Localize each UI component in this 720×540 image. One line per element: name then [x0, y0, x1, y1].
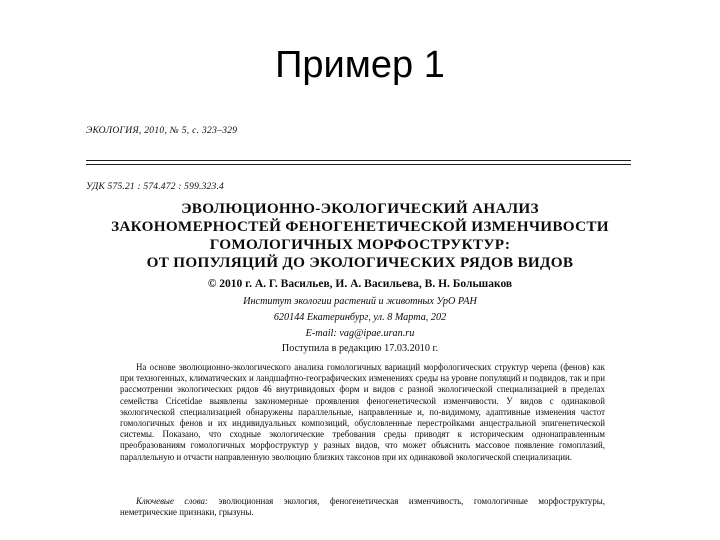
address: 620144 Екатеринбург, ул. 8 Марта, 202: [273, 312, 447, 323]
article-title-line: ГОМОЛОГИЧНЫХ МОРФОСТРУКТУР:: [209, 236, 511, 253]
article-title-line: ЗАКОНОМЕРНОСТЕЙ ФЕНОГЕНЕТИЧЕСКОЙ ИЗМЕНЧИВОСТИ: [111, 218, 609, 235]
header-rule-second: [86, 164, 631, 165]
email: E-mail: vag@ipae.uran.ru: [305, 328, 415, 339]
abstract: На основе эволюционно-экологического анализа гомологичных вариаций морфологических структур черепа (фенов) как при техногенных, климатических и ландшафтно-географических изменениях среды на уровне популяций и подвидов, так и при рассмотрении экологических рядов 46 внутривидовых форм и видов с разной экологической специализацией в пределах семейства Cricetidae выявлены закономерные проявления феногенетической изменчивости. У видов с одинаковой экологической специализацией обнаружены параллельные, направленные и, по-видимому, адаптивные изменения частот гомологичных фенов и их индивидуальных композиций, обусловленные перестройками анцестральной эпигенетической системы. Показано, что сходные экологические требования среды приводят к историческим однонаправленным преобразованиям гомологичных морфоструктур у разных видов, что может объяснить массовое появление гомоплазий, параллельную и отчасти направленную эволюцию близких таксонов при их одинаковой экологической специализации.: [120, 362, 605, 462]
journal-reference: ЭКОЛОГИЯ, 2010, № 5, с. 323–329: [86, 126, 238, 136]
keywords-text: эволюционная экология, феногенетическая изменчивость, гомологичные морфоструктуры, неметрические признаки, грызуны.: [120, 496, 605, 518]
article-title-line: ЭВОЛЮЦИОННО-ЭКОЛОГИЧЕСКИЙ АНАЛИЗ: [181, 200, 539, 217]
institute: Институт экологии растений и животных УрО РАН: [243, 296, 477, 307]
keywords: [120, 496, 605, 518]
article-title-line: ОТ ПОПУЛЯЦИЙ ДО ЭКОЛОГИЧЕСКИХ РЯДОВ ВИДОВ: [146, 254, 574, 271]
received-date: Поступила в редакцию 17.03.2010 г.: [281, 343, 439, 354]
keywords-label: Ключевые слова:: [136, 496, 208, 506]
slide-title: Пример 1: [275, 44, 445, 86]
header-rule: [86, 160, 631, 161]
udk-code: УДК 575.21 : 574.472 : 599.323.4: [86, 182, 224, 192]
authors: © 2010 г. А. Г. Васильев, И. А. Васильева, В. Н. Большаков: [207, 278, 513, 290]
article-title: [90, 200, 630, 272]
article-scan: [70, 122, 650, 532]
